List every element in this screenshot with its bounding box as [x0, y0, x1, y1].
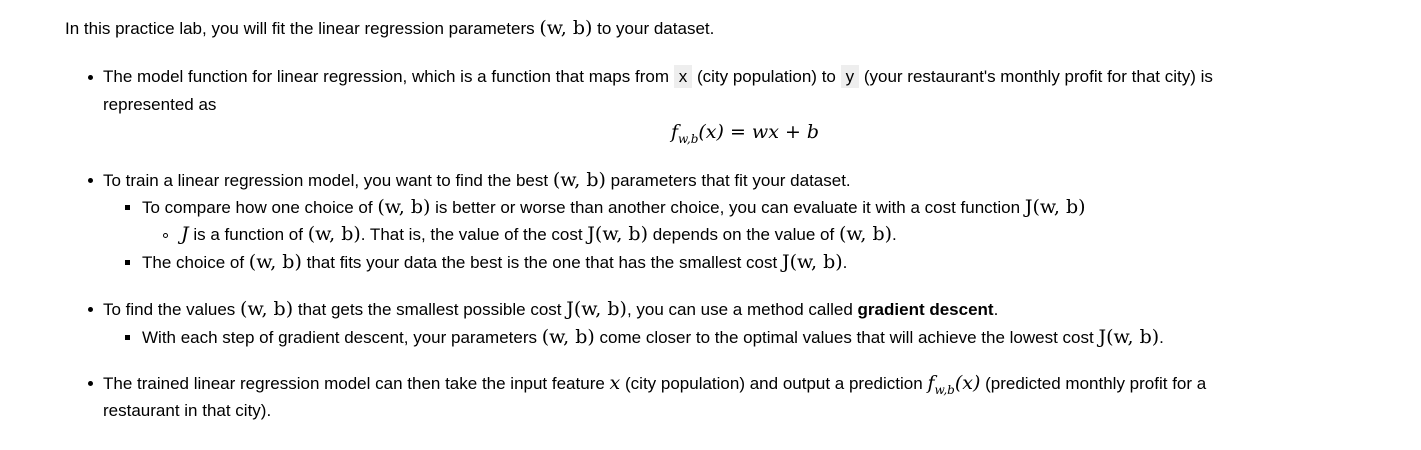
equation-rest: (x) = wx + b [698, 121, 820, 143]
bullet1-text-post: (your restaurant's monthly profit for that city) is [863, 67, 1213, 86]
code-y: y [841, 65, 860, 88]
bullet3-sub1 [142, 325, 1164, 350]
sub2-text-post: . [842, 253, 848, 272]
bullet3-text-post: . [993, 300, 999, 319]
model-equation [671, 120, 819, 146]
bullet2-line [103, 168, 851, 193]
bullet2-subsub1 [181, 222, 897, 247]
sub1-text-mid: is better or worse than another choice, you can evaluate it with a cost function [435, 198, 1021, 217]
sub2-text-pre: The choice of [142, 253, 245, 272]
bullet4-line2: restaurant in that city). [103, 401, 272, 420]
bullet4-f: f [927, 372, 935, 394]
sub2-math1: (w, b) [248, 251, 302, 273]
bullet-square-3-1 [125, 335, 130, 340]
bullet4-line1 [103, 371, 1206, 397]
b3sub1-text-post: . [1159, 328, 1164, 347]
sub2-math2: J(w, b) [781, 251, 843, 273]
bullet4-eq-rest: (x) [954, 372, 981, 394]
bullet2-math: (w, b) [552, 169, 606, 191]
bullet3-line [103, 297, 998, 322]
bullet1-text-pre: The model function for linear regression, which is a function that maps from [103, 67, 669, 86]
bullet2-text-post: parameters that fit your dataset. [610, 171, 851, 190]
bullet4-subscript: w,b [934, 383, 955, 397]
bullet3-text-mid: that gets the smallest possible cost [297, 300, 562, 319]
bullet3-math1: (w, b) [240, 298, 294, 320]
gradient-descent-bold: gradient descent [857, 300, 994, 319]
bullet-disc-1 [88, 75, 93, 80]
sub1-math1: (w, b) [377, 196, 431, 218]
equation-f: f [671, 121, 679, 143]
bullet-circle-2-1-1 [163, 233, 168, 238]
subsub1-math-j: J [181, 223, 189, 245]
b3sub1-math1: (w, b) [541, 326, 595, 348]
bullet4-text-post: (predicted monthly profit for a [985, 374, 1207, 393]
subsub1-math4: (w, b) [838, 223, 893, 245]
bullet4-text-pre: The trained linear regression model can then take the input feature [103, 374, 605, 393]
bullet3-text-pre: To find the values [103, 300, 236, 319]
subsub1-text2: . That is, the value of the cost [360, 225, 583, 244]
equation-subscript: w,b [678, 132, 699, 146]
subsub1-math2: (w, b) [307, 223, 361, 245]
bullet4-text-mid: (city population) and output a prediction [625, 374, 923, 393]
sub1-text-pre: To compare how one choice of [142, 198, 373, 217]
bullet1-line1 [103, 65, 1213, 89]
b3sub1-text-pre: With each step of gradient descent, your parameters [142, 328, 537, 347]
bullet2-text-pre: To train a linear regression model, you want to find the best [103, 171, 549, 190]
subsub1-text3: depends on the value of [652, 225, 835, 244]
b3sub1-text-mid: come closer to the optimal values that will achieve the lowest cost [599, 328, 1094, 347]
bullet1-text-mid: (city population) to [696, 67, 836, 86]
bullet-square-2-2 [125, 260, 130, 265]
bullet-disc-2 [88, 178, 93, 183]
bullet1-line2: represented as [103, 95, 217, 114]
bullet-disc-4 [88, 381, 93, 386]
subsub1-text4: . [892, 225, 897, 244]
sub1-math2: J(w, b) [1024, 196, 1086, 218]
bullet3-text-mid2: , you can use a method called [626, 300, 853, 319]
bullet2-sub2 [142, 250, 847, 275]
b3sub1-math2: J(w, b) [1098, 326, 1160, 348]
bullet4-math-x: x [609, 372, 621, 394]
bullet2-sub1 [142, 195, 1086, 220]
code-x: x [674, 65, 693, 88]
intro-text-pre: In this practice lab, you will fit the linear regression parameters [65, 19, 535, 38]
intro-math: (w, b) [539, 17, 593, 39]
bullet-disc-3 [88, 307, 93, 312]
subsub1-math3: J(w, b) [587, 223, 648, 245]
sub2-text-mid: that fits your data the best is the one that has the smallest cost [306, 253, 778, 272]
bullet-square-2-1 [125, 205, 130, 210]
intro-paragraph [65, 16, 714, 41]
bullet3-math2: J(w, b) [566, 298, 627, 320]
intro-text-post: to your dataset. [597, 19, 715, 38]
subsub1-text1: is a function of [193, 225, 303, 244]
